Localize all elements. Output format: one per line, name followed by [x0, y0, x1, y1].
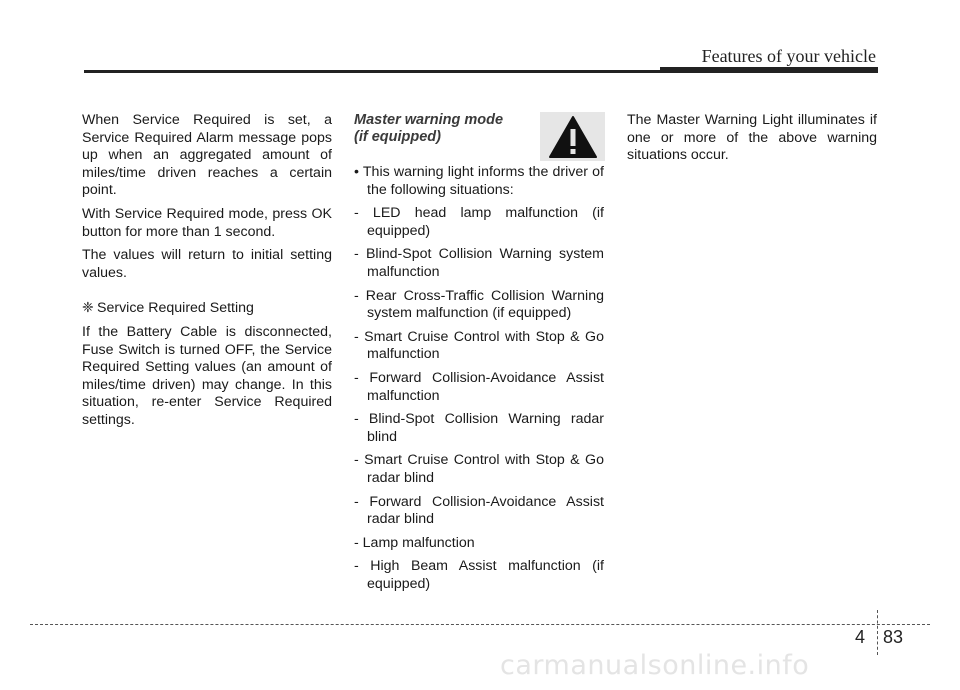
page-number: 83 — [883, 627, 904, 647]
list-item: - Lamp malfunction — [354, 534, 475, 551]
list-item: - Forward Collision-Avoidance Assist radar blind — [354, 493, 604, 528]
paragraph-ok-button: With Service Required mode, press OK button for more than 1 second. — [82, 205, 332, 240]
section-title-line1: Master warning mode — [354, 112, 504, 128]
list-item: - Forward Collision-Avoidance Assist malfunction — [354, 369, 604, 404]
note-body: If the Battery Cable is disconnected, Fuse Switch is turned OFF, the Service Required Setting values (an amount of miles/time driven) may change. In this situation, re-enter Service Required settings. — [82, 323, 332, 428]
paragraph-service-required: When Service Required is set, a Service Required Alarm message pops up when an aggregated amount of miles/time driven reaches a certain point. — [82, 112, 332, 199]
footer-rule — [30, 624, 930, 625]
note-heading — [82, 300, 332, 318]
list-item: - High Beam Assist malfunction (if equipped) — [354, 558, 604, 592]
right-column — [627, 112, 877, 171]
list-item: - Smart Cruise Control with Stop & Go malfunction — [354, 328, 604, 363]
note-title: Service Required Setting — [97, 300, 254, 317]
note-mark-icon: ❈ — [82, 300, 94, 317]
list-item: - LED head lamp malfunction (if equipped) — [354, 205, 604, 239]
list-item: - Rear Cross-Traffic Collision Warning system malfunction (if equipped) — [354, 287, 604, 322]
warning-light-box — [540, 112, 605, 161]
middle-column — [354, 112, 604, 599]
left-column — [82, 112, 332, 436]
list-item: - Blind-Spot Collision Warning system malfunction — [354, 246, 604, 280]
footer-divider — [877, 610, 878, 655]
chapter-number: 4 — [855, 627, 866, 647]
section-title-line2: (if equipped) — [354, 129, 441, 145]
warning-triangle-icon — [548, 115, 598, 159]
paragraph-initial-values: The values will return to initial setting values. — [82, 247, 332, 281]
list-item: - Blind-Spot Collision Warning radar blind — [354, 411, 604, 445]
header-rule-accent — [660, 67, 878, 73]
bullet-intro: • This warning light informs the driver of the following situations: — [354, 164, 604, 198]
paragraph-master-warning: The Master Warning Light illuminates if one or more of the above warning situations occur. — [627, 112, 877, 164]
list-item: - Smart Cruise Control with Stop & Go radar blind — [354, 452, 604, 486]
header-title: Features of your vehicle — [701, 46, 876, 66]
watermark: carmanualsonline.info — [500, 650, 810, 681]
